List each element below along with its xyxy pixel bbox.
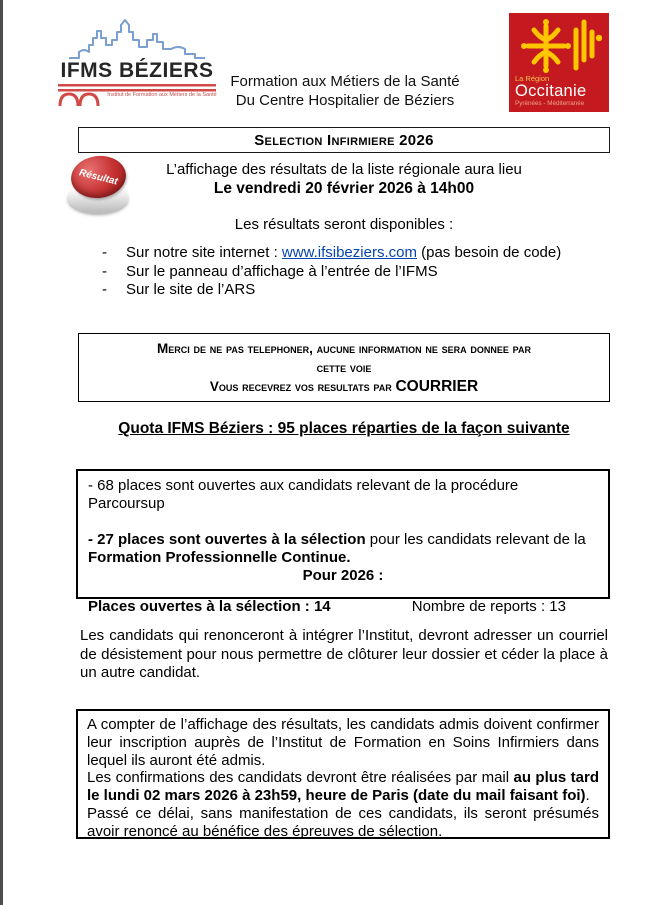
places-open-value: Places ouvertes à la sélection : 14 bbox=[88, 598, 331, 615]
renounce-paragraph: Les candidats qui renonceront à intégrer l’Institut, devront adresser un courriel de désistement pour nous permettre de clôturer leur dossier et céder la place à un autre candidat. bbox=[80, 627, 608, 681]
quota-title: Quota IFMS Béziers : 95 places réparties de la façon suivante bbox=[118, 420, 570, 437]
ifms-logo-title: IFMS BÉZIERS bbox=[60, 59, 214, 82]
occitanie-logo bbox=[509, 13, 609, 112]
website-item-prefix: Sur notre site internet : bbox=[126, 244, 282, 261]
bullet-dash: - bbox=[102, 281, 107, 298]
notice-line3-prefix: Vous recevrez vos resultats par bbox=[209, 379, 396, 394]
ars-item-label: Sur le site de l’ARS bbox=[126, 281, 256, 298]
page-left-border bbox=[0, 0, 3, 905]
results-availability-intro: Les résultats seront disponibles : bbox=[234, 216, 454, 233]
confirmation-p3: Passé ce délai, sans manifestation de ces candidats, ils seront présumés avoir renoncé au bénéfice des épreuves de sélection. bbox=[87, 804, 599, 840]
selection-bold2: Formation Professionnelle Continue. bbox=[88, 549, 351, 566]
parcoursup-line: - 68 places sont ouvertes aux candidats relevant de la procédure Parcoursup bbox=[88, 477, 519, 512]
confirmation-p1: A compter de l’affichage des résultats, les candidats admis doivent confirmer leur inscription auprès de l’Institut de Formation en Soins Infirmiers dans lequel ils auront été admis. bbox=[87, 716, 599, 769]
banner-title: Selection Infirmiere 2026 bbox=[254, 131, 434, 149]
selection-banner bbox=[78, 127, 610, 153]
list-item-ars bbox=[102, 281, 602, 300]
ifms-skyline-icon bbox=[67, 14, 207, 60]
confirmation-deadline: au plus tard le lundi 02 mars 2026 à 23h59, heure de Paris (date du mail faisant foi) bbox=[87, 769, 599, 805]
occitanie-region-name: Occitanie bbox=[515, 82, 587, 100]
result-button-label: Résultat bbox=[78, 166, 119, 188]
website-link[interactable]: www.ifsibeziers.com bbox=[281, 244, 417, 261]
org-line1: Formation aux Métiers de la Santé bbox=[230, 73, 460, 90]
confirmation-p2 bbox=[87, 769, 599, 805]
bullet-dash: - bbox=[102, 244, 107, 261]
confirmation-p2-regular: Les confirmations des candidats devront être réalisées par mail bbox=[87, 769, 514, 787]
occitanie-cross-icon bbox=[516, 16, 602, 76]
org-line2: Du Centre Hospitalier de Béziers bbox=[235, 92, 455, 109]
results-announcement-date: Le vendredi 20 février 2026 à 14h00 bbox=[213, 180, 475, 197]
org-title bbox=[180, 72, 510, 110]
selection-line bbox=[88, 531, 598, 567]
notice-line1: Merci de ne pas telephoner, aucune information ne sera donnee par bbox=[156, 341, 532, 356]
notice-line3 bbox=[85, 377, 603, 396]
notice-line2: cette voie bbox=[316, 360, 372, 375]
places-box bbox=[76, 469, 610, 615]
selection-bold1: - 27 places sont ouvertes à la sélection bbox=[88, 531, 366, 548]
courrier-emphasis: COURRIER bbox=[395, 378, 479, 395]
website-item-suffix: (pas besoin de code) bbox=[416, 244, 562, 261]
ifms-logo-subtitle: Institut de Formation aux Métiers de la Santé bbox=[107, 92, 217, 98]
occitanie-region-subtitle: Pyrénées - Méditerranée bbox=[515, 100, 585, 107]
list-item-website bbox=[102, 244, 602, 263]
year-line: Pour 2026 : bbox=[302, 567, 384, 584]
reports-value: Nombre de reports : 13 bbox=[411, 598, 566, 615]
results-announcement-line1: L’affichage des résultats de la liste régionale aura lieu bbox=[166, 161, 522, 178]
bullet-dash: - bbox=[102, 262, 107, 280]
results-announcement bbox=[78, 160, 610, 198]
confirmation-box bbox=[76, 709, 610, 839]
confirmation-p2-end: . bbox=[585, 787, 590, 805]
occitanie-region-label: La Région bbox=[515, 74, 550, 83]
board-item-label: Sur le panneau d’affichage à l’entrée de l’IFMS bbox=[126, 262, 438, 280]
places-row bbox=[88, 598, 598, 616]
list-item-board bbox=[102, 263, 602, 282]
selection-regular: pour les candidats relevant de la bbox=[365, 531, 586, 548]
results-channels-list bbox=[102, 244, 602, 300]
no-phone-notice-box bbox=[78, 333, 610, 402]
